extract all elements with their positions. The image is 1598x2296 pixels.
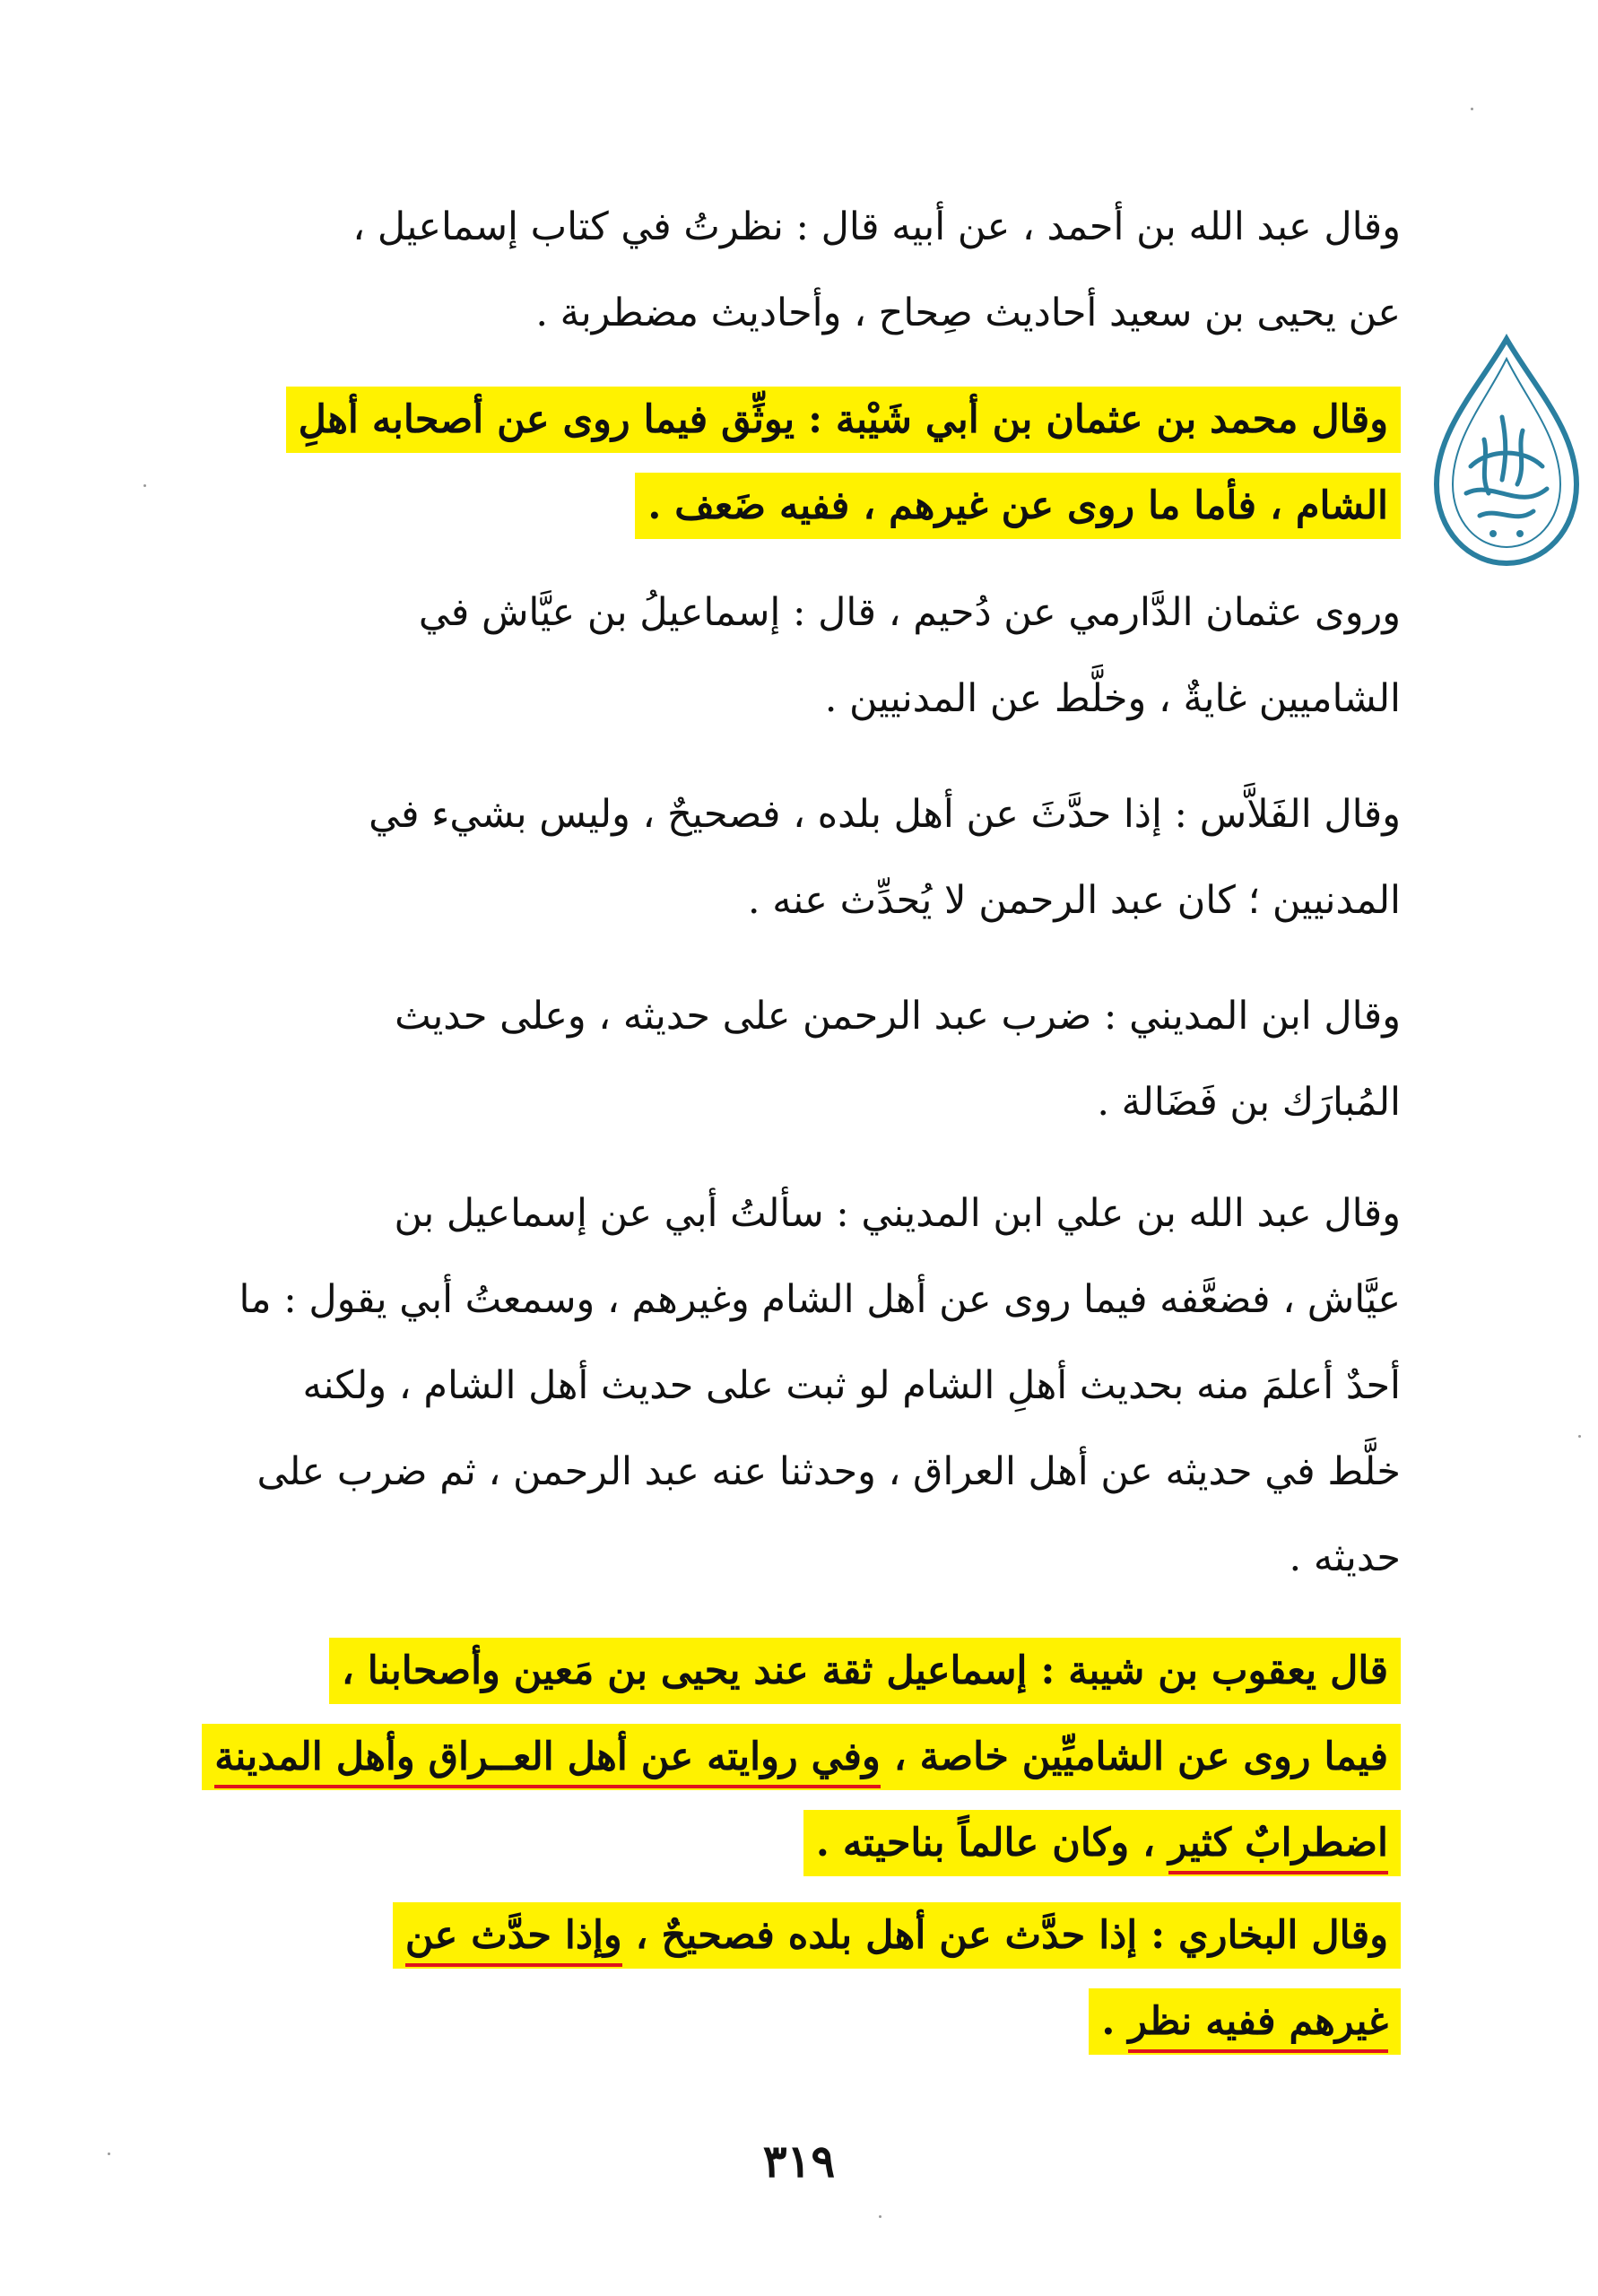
underlined-segment: وإذا حدَّث عن: [405, 1913, 622, 1967]
scan-speck: [143, 484, 146, 487]
paragraph-7-highlighted: [214, 1628, 1401, 1886]
highlighted-text: [393, 1902, 1401, 1969]
highlighted-text: الشام ، فأما ما روى عن غيرهم ، ففيه ضَعف .: [635, 473, 1401, 539]
highlighted-text: [202, 1724, 1401, 1790]
underlined-segment: غيرهم ففيه نظر: [1128, 1999, 1388, 2053]
text-line: وقال ابن المديني : ضرب عبد الرحمن على حديثه ، وعلى حديث: [395, 994, 1401, 1039]
page-number: ٣١٩: [762, 2135, 836, 2187]
text-line: وروى عثمان الدَّارمي عن دُحيم ، قال : إسماعيلُ بن عيَّاش في: [418, 590, 1401, 635]
text-line: الشاميين غايةٌ ، وخلَّط عن المدنيين .: [824, 676, 1401, 721]
scan-speck: [1578, 1435, 1581, 1438]
text-line: وقال عبد الله بن علي ابن المديني : سألتُ أبي عن إسماعيل بن: [394, 1191, 1401, 1236]
text-line: وقال الفَلاَّس : إذا حدَّثَ عن أهل بلده ، فصحيحٌ ، وليس بشيء في: [369, 792, 1401, 837]
underlined-segment: اضطرابٌ كثير: [1168, 1821, 1388, 1874]
scan-speck: [108, 2152, 110, 2155]
scan-speck: [879, 2215, 882, 2218]
paragraph-6: [239, 1170, 1401, 1601]
highlighted-text: وقال محمد بن عثمان بن أبي شَيْبة : يوثِّق فيما روى عن أصحابه أهلِ: [286, 387, 1401, 453]
plain-segment: .: [1101, 1999, 1129, 2044]
paragraph-2-highlighted: [269, 377, 1401, 549]
text-line: عن يحيى بن سعيد أحاديث صِحاح ، وأحاديث مضطربة .: [535, 291, 1401, 335]
paragraph-8-highlighted: [269, 1892, 1401, 2065]
text-line: عيَّاش ، فضعَّفه فيما روى عن أهل الشام وغيرهم ، وسمعتُ أبي يقول : ما: [239, 1277, 1401, 1322]
paragraph-4: [269, 771, 1401, 944]
paragraph-3: [269, 570, 1401, 742]
text-line: المدنيين ؛ كان عبد الرحمن لا يُحدِّث عنه .: [747, 878, 1401, 923]
underlined-segment: وفي روايته عن أهل العــراق وأهل المدينة: [214, 1735, 881, 1788]
highlighted-text: [803, 1810, 1401, 1876]
paragraph-5: [269, 973, 1401, 1145]
paragraph-1: [269, 184, 1401, 356]
text-line: أحدٌ أعلمَ منه بحديث أهلِ الشام لو ثبت على حديث أهل الشام ، ولكنه: [302, 1363, 1401, 1408]
text-line: المُبارَك بن فَضَالة .: [1097, 1080, 1401, 1125]
text-line: حديثه .: [1289, 1535, 1401, 1580]
plain-segment: وقال البخاري : إذا حدَّث عن أهل بلده فصحيحٌ ،: [621, 1913, 1388, 1958]
plain-segment: فيما روى عن الشاميِّين خاصة ،: [880, 1735, 1388, 1779]
text-line: خلَّط في حديثه عن أهل العراق ، وحدثنا عنه عبد الرحمن ، ثم ضرب على: [256, 1449, 1401, 1494]
highlighted-text: [1089, 1988, 1401, 2055]
plain-segment: ، وكان عالماً بناحيته .: [815, 1821, 1168, 1866]
text-line: وقال عبد الله بن أحمد ، عن أبيه قال : نظرتُ في كتاب إسماعيل ،: [352, 204, 1401, 249]
scan-speck: [1471, 108, 1473, 110]
calligraphy-watermark-logo: [1417, 332, 1596, 574]
highlighted-text: قال يعقوب بن شيبة : إسماعيل ثقة عند يحيى بن مَعين وأصحابنا ،: [329, 1638, 1401, 1704]
